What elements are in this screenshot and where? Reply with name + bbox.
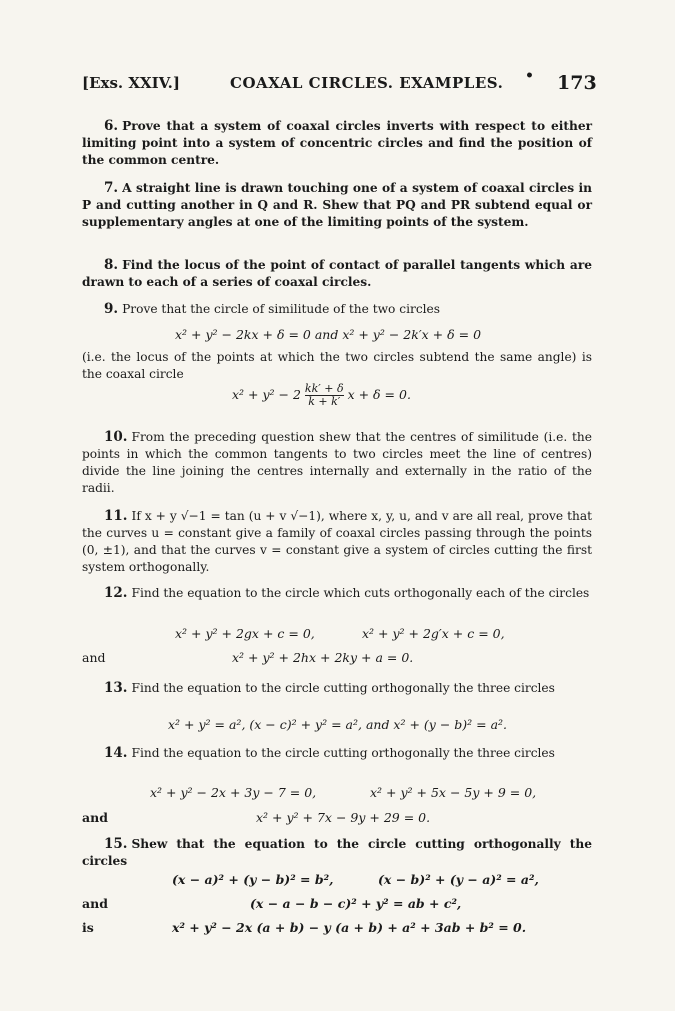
exercise-text: From the preceding question shew that the centres of similitude (i.e. the points in which the common tangents to two circles meet the line of centres) divide the line joining the centres internally and externally in the ratio of the radii. bbox=[82, 430, 592, 495]
and-label: and bbox=[82, 810, 108, 825]
exercise-text: A straight line is drawn touching one of a system of coaxal circles in P and cutting another in Q and R. Shew that PQ and PR subtend equal or supplementary angles at one of the limiting points of the system. bbox=[82, 181, 592, 229]
exercise-number: 12. bbox=[104, 585, 128, 601]
exercise-number: 6. bbox=[104, 118, 119, 134]
exercise-reference: [Exs. XXIV.] bbox=[82, 74, 180, 92]
fraction-numerator: kk′ + δ bbox=[304, 382, 344, 395]
exercise-12 bbox=[82, 585, 592, 602]
exercise-7 bbox=[82, 180, 592, 231]
exercise-11 bbox=[82, 508, 592, 576]
exercise-text: (i.e. the locus of the points at which the two circles subtend the same angle) is the coaxal circle bbox=[82, 350, 592, 381]
header-dot: • bbox=[525, 68, 534, 84]
page-number: 173 bbox=[557, 72, 597, 94]
equation: x² + y² = a², (x − c)² + y² = a², and x² + (y − b)² = a². bbox=[168, 717, 508, 732]
exercise-text: Shew that the equation to the circle cutting orthogonally the circles bbox=[82, 837, 592, 868]
exercise-number: 11. bbox=[104, 508, 128, 524]
exercise-text: Find the equation to the circle cutting orthogonally the three circles bbox=[131, 681, 555, 695]
exercise-text: Prove that the circle of similitude of the two circles bbox=[122, 302, 441, 316]
equation: (x − b)² + (y − a)² = a², bbox=[378, 872, 539, 887]
exercise-text: Find the equation to the circle cutting orthogonally the three circles bbox=[131, 746, 555, 760]
equation-part: x² + y² − 2 bbox=[232, 387, 301, 402]
exercise-15 bbox=[82, 836, 592, 870]
exercise-number: 9. bbox=[104, 301, 119, 317]
exercise-13 bbox=[82, 680, 592, 697]
equation: x² + y² − 2kx + δ = 0 and x² + y² − 2k′x + δ = 0 bbox=[175, 327, 482, 342]
exercise-number: 14. bbox=[104, 745, 128, 761]
equation: (x − a − b − c)² + y² = ab + c², bbox=[250, 896, 462, 911]
and-label: and bbox=[82, 650, 106, 665]
equation: x² + y² − 2x + 3y − 7 = 0, bbox=[150, 785, 317, 800]
exercise-text: Prove that a system of coaxal circles inverts with respect to either limiting point into a system of concentric circles and find the position of the common centre. bbox=[82, 119, 592, 167]
exercise-text: Find the equation to the circle which cuts orthogonally each of the circles bbox=[131, 586, 590, 600]
equation: x² + y² + 7x − 9y + 29 = 0. bbox=[256, 810, 431, 825]
exercise-9-continued bbox=[82, 349, 592, 383]
exercise-number: 13. bbox=[104, 680, 128, 696]
equation-part: x + δ = 0. bbox=[347, 387, 411, 402]
exercise-14 bbox=[82, 745, 592, 762]
exercise-number: 15. bbox=[104, 836, 128, 852]
equation: x² + y² + 2gx + c = 0, bbox=[175, 626, 315, 641]
exercise-6 bbox=[82, 118, 592, 169]
equation: x² + y² + 2hx + 2ky + a = 0. bbox=[232, 650, 414, 665]
fraction bbox=[305, 383, 344, 408]
is-label: is bbox=[82, 920, 94, 935]
equation: (x − a)² + (y − b)² = b², bbox=[172, 872, 334, 887]
exercise-text: Find the locus of the point of contact of parallel tangents which are drawn to each of a series of coaxal circles. bbox=[82, 258, 592, 289]
exercise-9 bbox=[82, 301, 592, 318]
and-label: and bbox=[82, 896, 108, 911]
exercise-number: 8. bbox=[104, 257, 119, 273]
exercise-8 bbox=[82, 257, 592, 291]
equation: x² + y² − 2x (a + b) − y (a + b) + a² + 3ab + b² = 0. bbox=[172, 920, 527, 935]
equation: x² + y² + 5x − 5y + 9 = 0, bbox=[370, 785, 537, 800]
equation bbox=[232, 383, 411, 408]
exercise-number: 10. bbox=[104, 429, 128, 445]
exercise-text: If x + y √−1 = tan (u + v √−1), where x, y, u, and v are all real, prove that the curves u = constant give a family of coaxal circles passing through the points (0, ±1), and that the curves v = constant give a system of circles cutting the first system orthogonally. bbox=[82, 509, 592, 574]
equation: x² + y² + 2g′x + c = 0, bbox=[362, 626, 505, 641]
fraction-denominator: k + k′ bbox=[305, 395, 344, 408]
exercise-number: 7. bbox=[104, 180, 119, 196]
running-title: COAXAL CIRCLES. EXAMPLES. bbox=[230, 74, 504, 92]
exercise-10 bbox=[82, 429, 592, 497]
